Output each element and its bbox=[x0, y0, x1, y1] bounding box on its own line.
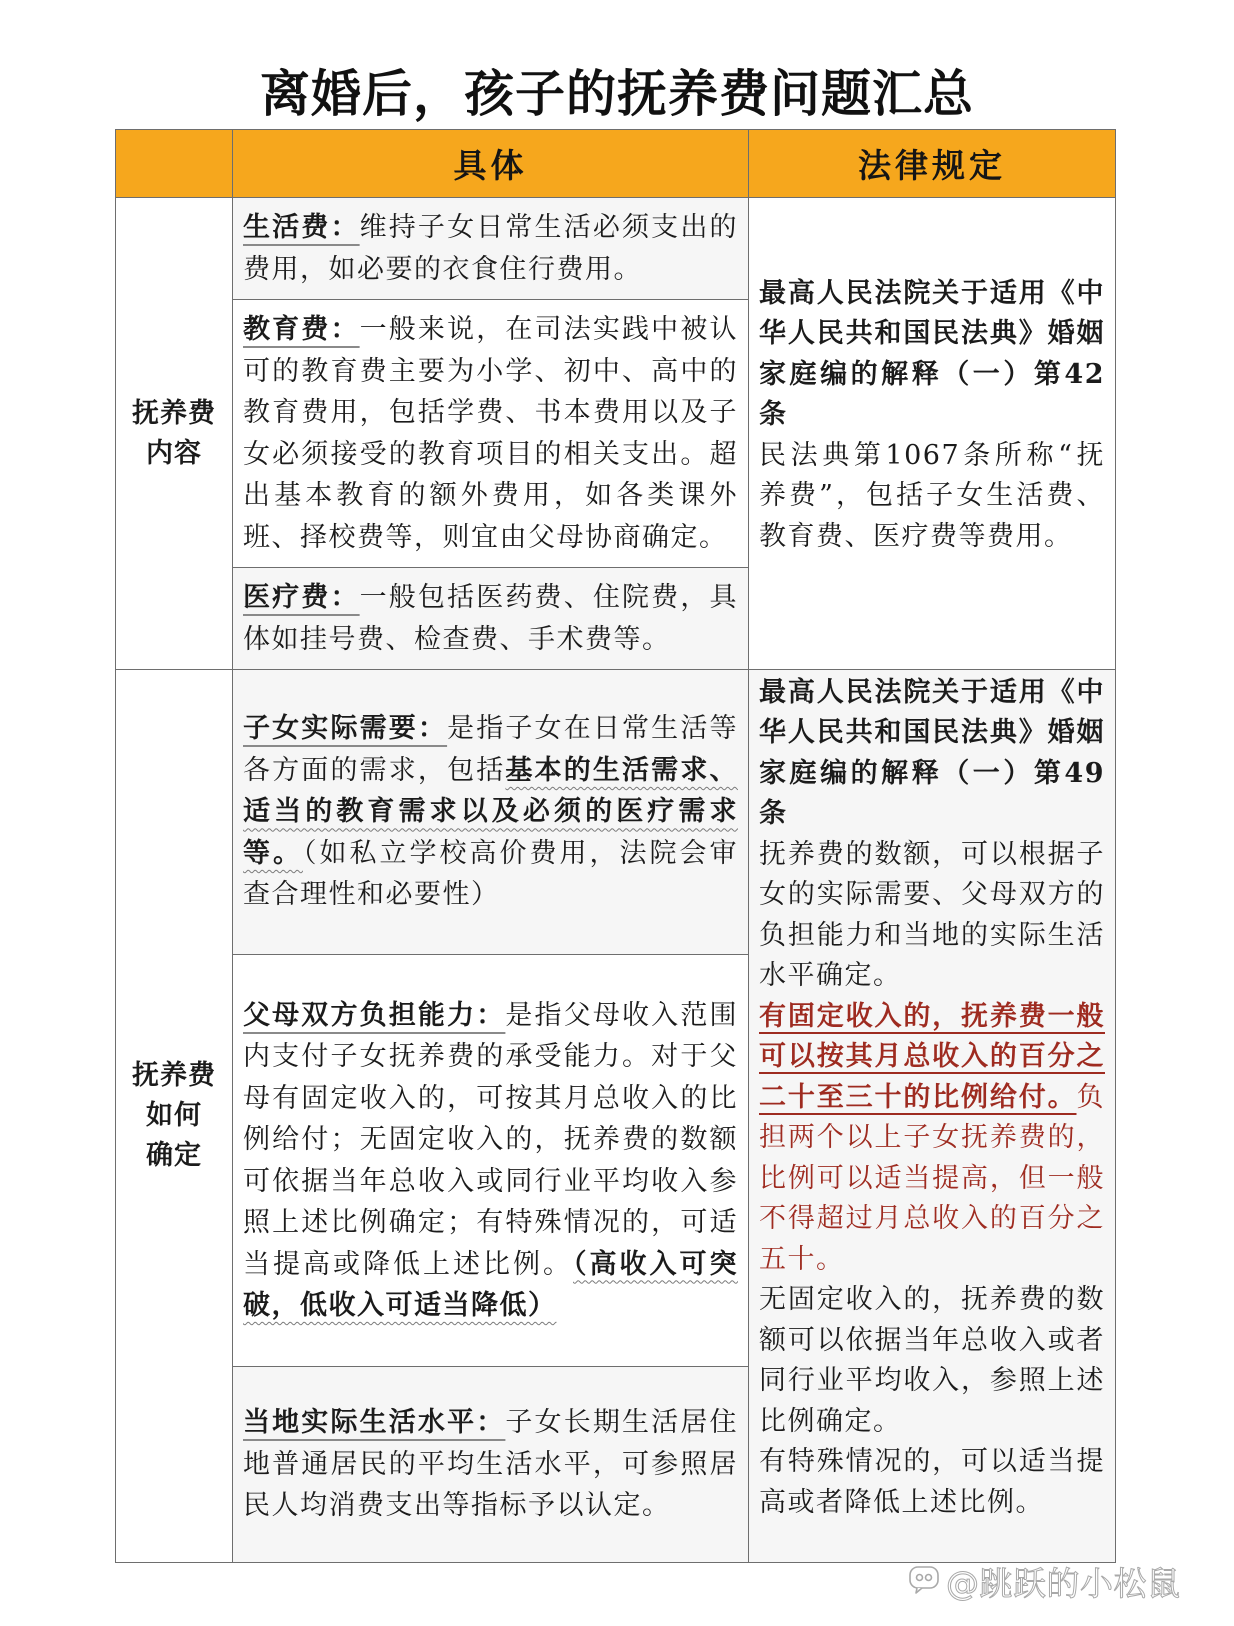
detail-term: 生活费： bbox=[243, 212, 360, 243]
law-paragraph: 有特殊情况的，可以适当提高或者降低上述比例。 bbox=[759, 1446, 1105, 1518]
header-cell-blank bbox=[116, 130, 233, 198]
detail-body bbox=[243, 708, 738, 916]
watermark-text: @跳跃的小松鼠 bbox=[946, 1563, 1181, 1603]
child-support-table bbox=[115, 129, 1116, 1563]
detail-text: 是指子女在日常生活等各方面的需求，包括 bbox=[243, 713, 738, 786]
detail-cell-education-expenses bbox=[233, 300, 749, 568]
detail-cell-medical-expenses bbox=[233, 568, 749, 670]
detail-body bbox=[243, 309, 738, 558]
law-source: 最高人民法院关于适用《中华人民共和国民法典》婚姻家庭编的解释（一）第42条 bbox=[759, 277, 1105, 431]
detail-body bbox=[243, 207, 738, 290]
detail-term: 医疗费： bbox=[243, 582, 360, 613]
detail-body bbox=[243, 1402, 738, 1527]
law-paragraph: 民法典第1067条所称“抚养费”，包括子女生活费、教育费、医疗费等费用。 bbox=[759, 439, 1105, 552]
detail-body bbox=[243, 995, 738, 1327]
header-cell-detail bbox=[233, 130, 749, 198]
detail-emphasis: （高收入可突破，低收入可适当降低） bbox=[243, 1248, 738, 1321]
detail-term: 子女实际需要： bbox=[243, 713, 448, 745]
section-label-content bbox=[116, 198, 233, 670]
detail-text: 一般来说，在司法实践中被认可的教育费主要为小学、初中、高中的教育费用，包括学费、书本费用以及子女必须接受的教育项目的相关支出。超出基本教育的额外费用，如各类课外班、择校费等，则宜由父母协商确定。 bbox=[243, 314, 738, 553]
law-highlight: 有固定收入的，抚养费一般可以按其月总收入的百分之二十至三十的比例给付。 bbox=[759, 1000, 1105, 1113]
law-body bbox=[759, 274, 1105, 558]
detail-emphasis: 基本的生活需求、适当的教育需求以及必须的医疗需求等。 bbox=[243, 754, 738, 869]
law-cell-article-49 bbox=[749, 670, 1116, 1563]
section-label-line: 抚养费 bbox=[132, 1060, 216, 1091]
law-body bbox=[759, 673, 1105, 1524]
section-label-line: 抚养费 bbox=[132, 397, 216, 429]
xiaohongshu-logo-icon bbox=[908, 1564, 940, 1598]
watermark bbox=[908, 1560, 1181, 1602]
detail-cell-living-expenses bbox=[233, 198, 749, 300]
detail-cell-parents-capacity bbox=[233, 955, 749, 1367]
header-law-label: 法律规定 bbox=[858, 146, 1006, 185]
law-source: 最高人民法院关于适用《中华人民共和国民法典》婚姻家庭编的解释（一）第49条 bbox=[759, 676, 1105, 830]
detail-body bbox=[243, 577, 738, 660]
law-paragraph: 无固定收入的，抚养费的数额可以依据当年总收入或者同行业平均收入，参照上述比例确定。 bbox=[759, 1284, 1105, 1437]
detail-text: 维持子女日常生活必须支出的费用，如必要的衣食住行费用。 bbox=[243, 212, 738, 285]
header-detail-label: 具体 bbox=[453, 146, 528, 185]
law-cell-article-42 bbox=[749, 198, 1116, 670]
detail-note: （如私立学校高价费用，法院会审查合理性和必要性） bbox=[243, 837, 738, 911]
law-paragraph: 抚养费的数额，可以根据子女的实际需要、父母双方的负担能力和当地的实际生活水平确定。 bbox=[759, 838, 1105, 992]
detail-text: 子女长期生活居住地普通居民的平均生活水平，可参照居民人均消费支出等指标予以认定。 bbox=[243, 1407, 738, 1522]
law-highlight-continued: 负担两个以上子女抚养费的，比例可以适当提高，但一般不得超过月总收入的百分之五十。 bbox=[759, 1081, 1105, 1275]
detail-cell-child-needs bbox=[233, 670, 749, 955]
page-title: 离婚后，孩子的抚养费问题汇总 bbox=[260, 64, 974, 123]
law-highlight-block bbox=[759, 997, 1105, 1281]
detail-text: 一般包括医药费、住院费，具体如挂号费、检查费、手术费等。 bbox=[243, 582, 738, 655]
section-label-determination bbox=[116, 670, 233, 1563]
detail-cell-local-living-standard bbox=[233, 1367, 749, 1563]
section-label-line: 如何 bbox=[146, 1100, 202, 1131]
detail-term: 当地实际生活水平： bbox=[243, 1407, 506, 1439]
detail-text: 是指父母收入范围内支付子女抚养费的承受能力。对于父母有固定收入的，可按其月总收入的比例给付；无固定收入的，抚养费的数额可依据当年总收入或同行业平均收入参照上述比例确定；有特殊情况的，可适当提高或降低上述比例。 bbox=[243, 999, 738, 1280]
section-label-line: 确定 bbox=[146, 1140, 202, 1171]
header-cell-law bbox=[749, 130, 1116, 198]
detail-term: 教育费： bbox=[243, 314, 360, 345]
detail-term: 父母双方负担能力： bbox=[243, 999, 506, 1031]
section-label-line: 内容 bbox=[146, 437, 202, 469]
